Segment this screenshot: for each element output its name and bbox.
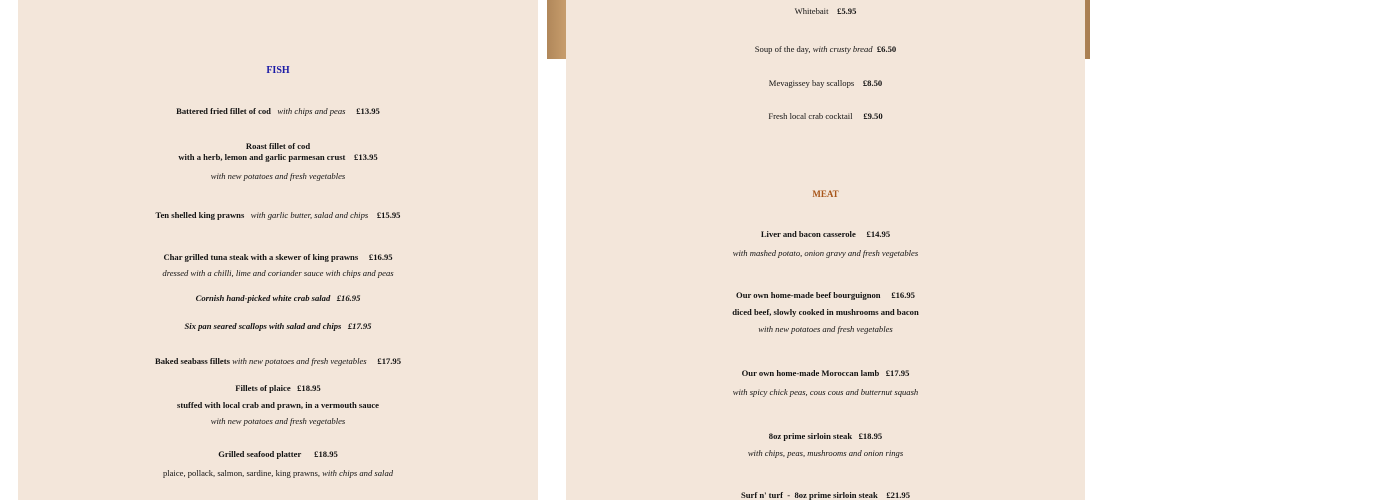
item-name: Whitebait [794, 6, 829, 16]
fish-item-platter [18, 449, 538, 460]
item-desc: with chips and salad [322, 468, 394, 478]
item-name: Mevagissey bay scallops [768, 78, 855, 88]
fish-item-plaice-stuffed: stuffed with local crab and prawn, in a vermouth sauce [177, 400, 379, 410]
item-price: £16.95 [368, 252, 393, 262]
item-name: Surf n' turf - 8oz prime sirloin steak [740, 490, 878, 500]
item-detail: with a herb, lemon and garlic parmesan crust [178, 152, 346, 162]
starter-item-mevagissey [566, 78, 1085, 89]
meat-item-bourguignon-detail: diced beef, slowly cooked in mushrooms and bacon [732, 307, 919, 317]
meat-item-lamb [566, 368, 1085, 379]
item-price: £6.50 [876, 44, 897, 54]
fish-item-tuna-desc: dressed with a chilli, lime and coriander sauce with chips and peas [162, 268, 394, 278]
fish-item-tuna [18, 252, 538, 263]
starter-item-whitebait [566, 6, 1085, 17]
item-price: £17.95 [347, 321, 372, 331]
item-price: £18.95 [858, 431, 883, 441]
fish-item-prawns [18, 210, 538, 221]
fish-menu-panel [18, 0, 538, 500]
fish-item-platter-desc [18, 468, 538, 479]
item-name: Ten shelled king prawns [155, 210, 245, 220]
item-name: 8oz prime sirloin steak [768, 431, 853, 441]
meat-item-sirloin [566, 431, 1085, 442]
item-price: £5.95 [837, 6, 857, 16]
item-name: Grilled seafood platter [218, 449, 302, 459]
item-price: £9.50 [863, 111, 883, 121]
fish-item-cod [18, 106, 538, 117]
fish-item-crab-salad [18, 293, 538, 304]
item-name: Char grilled tuna steak with a skewer of king prawns [163, 252, 359, 262]
item-name: Baked seabass fillets [154, 356, 230, 366]
fish-heading: FISH [266, 65, 290, 76]
item-price: £18.95 [314, 449, 338, 459]
fish-item-roast-cod-desc: with new potatoes and fresh vegetables [210, 171, 346, 181]
item-price: £8.50 [862, 78, 883, 88]
fish-item-plaice-desc: with new potatoes and fresh vegetables [210, 416, 346, 426]
item-price: £13.95 [356, 106, 380, 116]
item-price: £15.95 [376, 210, 401, 220]
item-name: Six pan seared scallops with salad and chips [184, 321, 342, 331]
meat-item-lamb-desc: with spicy chick peas, cous cous and butternut squash [732, 387, 919, 397]
item-name: Cornish hand-picked white crab salad [195, 293, 331, 303]
item-price: £17.95 [377, 356, 402, 366]
item-price: £14.95 [866, 229, 891, 239]
meat-item-liver [566, 229, 1085, 240]
starters-meat-panel [566, 0, 1085, 500]
item-price: £18.95 [297, 383, 321, 393]
meat-item-sirloin-desc: with chips, peas, mushrooms and onion rings [747, 448, 904, 458]
item-price: £17.95 [885, 368, 910, 378]
item-name: Our own home-made beef bourguignon [736, 290, 881, 300]
meat-item-surf-turf [566, 490, 1085, 501]
item-desc: with new potatoes and fresh vegetables [232, 356, 367, 366]
item-desc: with crusty bread [812, 44, 873, 54]
fish-item-plaice [18, 383, 538, 394]
item-price: £16.95 [891, 290, 915, 300]
item-name: Fresh local crab cocktail [768, 111, 853, 121]
item-desc: with garlic butter, salad and chips [250, 210, 369, 220]
item-price: £16.95 [336, 293, 361, 303]
item-name: Battered fried fillet of cod [176, 106, 271, 116]
fish-item-roast-cod-name: Roast fillet of cod [245, 141, 311, 151]
starter-item-crab-cocktail [566, 111, 1085, 122]
item-name: Our own home-made Moroccan lamb [741, 368, 880, 378]
item-price: £13.95 [354, 152, 378, 162]
fish-item-scallops [18, 321, 538, 332]
fish-item-roast-cod-crust [18, 152, 538, 163]
item-desc: with chips and peas [277, 106, 346, 116]
item-name: Soup of the day, [754, 44, 811, 54]
meat-item-bourguignon-desc: with new potatoes and fresh vegetables [758, 324, 893, 334]
item-fish-list: plaice, pollack, salmon, sardine, king prawns, [162, 468, 320, 478]
fish-item-seabass [18, 356, 538, 367]
meat-item-liver-desc: with mashed potato, onion gravy and fresh vegetables [732, 248, 919, 258]
meat-item-bourguignon [566, 290, 1085, 301]
item-name: Liver and bacon casserole [760, 229, 856, 239]
meat-heading: MEAT [812, 189, 839, 199]
item-price: £21.95 [886, 490, 910, 500]
item-name: Fillets of plaice [235, 383, 291, 393]
starter-item-soup [566, 44, 1085, 55]
